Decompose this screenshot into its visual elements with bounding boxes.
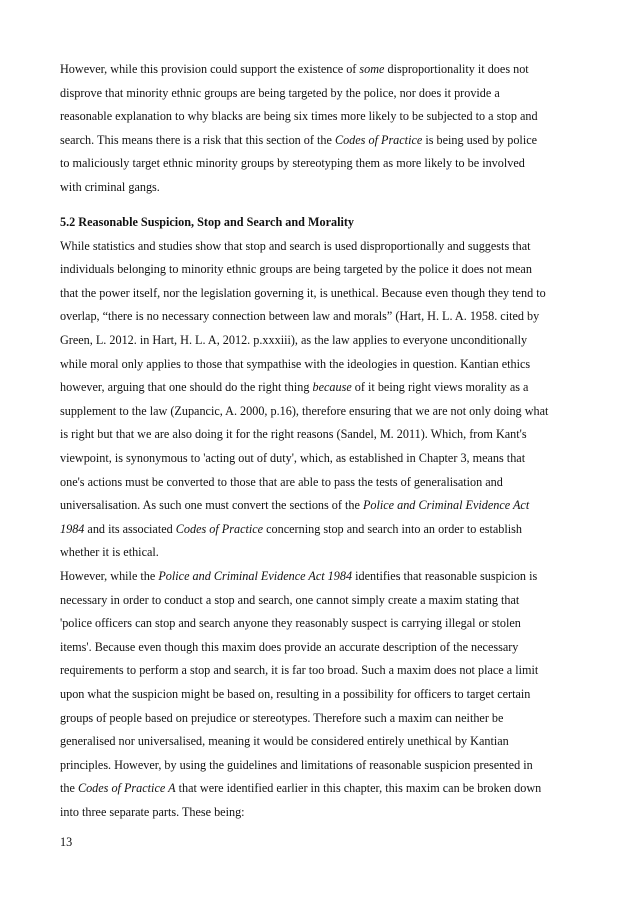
text-line bbox=[60, 781, 541, 795]
text-segment: with criminal gangs. bbox=[60, 180, 160, 194]
text-segment: While statistics and studies show that stop and search is used disproportionally and suggests that bbox=[60, 238, 531, 253]
text-segment: to maliciously target ethnic minority groups by stereotyping them as more likely to be involved bbox=[60, 156, 525, 171]
text-segment: necessary in order to conduct a stop and search, one cannot simply create a maxim stating that bbox=[60, 592, 520, 607]
text-line bbox=[60, 309, 539, 323]
text-segment: is being used by police bbox=[422, 132, 538, 147]
italic-text: Codes of Practice bbox=[334, 132, 423, 147]
text-line bbox=[60, 286, 546, 300]
section-heading: 5.2 Reasonable Suspicion, Stop and Search and Morality bbox=[60, 215, 355, 229]
text-segment: into three separate parts. These being: bbox=[60, 805, 245, 819]
text-segment: 'police officers can stop and search anyone they reasonably suspect is carrying illegal or stolen bbox=[60, 616, 521, 631]
text-line bbox=[60, 711, 503, 725]
text-line bbox=[60, 758, 533, 772]
text-segment: is right but that we are also doing it for the right reasons (Sandel, M. 2011). Which, from Kant's bbox=[60, 427, 527, 442]
text-segment: disproportionality it does not bbox=[384, 62, 529, 76]
text-line bbox=[60, 404, 548, 418]
italic-text: Codes of Practice A bbox=[77, 781, 176, 796]
text-segment: requirements to perform a stop and search, it is far too broad. Such a maxim does not place a limit bbox=[60, 663, 539, 678]
italic-text: 1984 bbox=[60, 521, 85, 536]
text-segment: disprove that minority ethnic groups are being targeted by the police, nor does it provide a bbox=[60, 85, 500, 100]
text-line bbox=[60, 62, 529, 76]
italic-text: Codes of Practice bbox=[175, 521, 264, 536]
text-line bbox=[60, 545, 159, 559]
text-segment: that the power itself, nor the legislation governing it, is unethical. Because even though they tend to bbox=[60, 285, 546, 300]
text-line bbox=[60, 593, 519, 607]
text-segment: whether it is ethical. bbox=[60, 545, 159, 560]
text-segment: that were identified earlier in this chapter, this maxim can be broken down bbox=[175, 781, 542, 796]
text-line bbox=[60, 333, 527, 347]
text-segment: however, arguing that one should do the right thing bbox=[60, 380, 313, 395]
italic-text: Police and Criminal Evidence Act bbox=[362, 498, 530, 513]
text-segment: However, while the bbox=[60, 569, 159, 583]
text-line bbox=[60, 640, 518, 654]
italic-text: because bbox=[312, 380, 352, 395]
text-line bbox=[60, 569, 537, 583]
text-segment: groups of people based on prejudice or stereotypes. Therefore such a maxim can neither be bbox=[60, 710, 504, 725]
text-segment: overlap, “there is no necessary connection between law and morals” (Hart, H. L. A. 1958. cited by bbox=[60, 309, 540, 324]
text-segment: one's actions must be converted to those that are able to pass the tests of generalisation and bbox=[60, 474, 503, 489]
text-segment: search. This means there is a risk that this section of the bbox=[60, 132, 335, 147]
text-line bbox=[60, 109, 538, 123]
text-line bbox=[60, 180, 160, 194]
text-segment: universalisation. As such one must convert the sections of the bbox=[60, 498, 363, 513]
text-line bbox=[60, 663, 538, 677]
text-segment: concerning stop and search into an order to establish bbox=[263, 521, 523, 536]
text-line bbox=[60, 522, 522, 536]
text-segment: individuals belonging to minority ethnic groups are being targeted by the police it does not mean bbox=[60, 262, 532, 277]
text-line bbox=[60, 616, 521, 630]
text-segment: viewpoint, is synonymous to 'acting out of duty', which, as established in Chapter 3, means that bbox=[60, 451, 526, 465]
italic-text: Police and Criminal Evidence Act 1984 bbox=[158, 569, 353, 583]
text-line bbox=[60, 687, 530, 701]
text-line bbox=[60, 262, 532, 276]
text-line bbox=[60, 805, 245, 819]
text-segment: generalised nor universalised, meaning it would be considered entirely unethical by Kantian bbox=[60, 734, 509, 749]
text-line bbox=[60, 156, 525, 170]
text-line bbox=[60, 475, 503, 489]
page-number: 13 bbox=[60, 835, 73, 849]
text-segment: reasonable explanation to why blacks are being six times more likely to be subjected to a stop and bbox=[60, 109, 538, 124]
text-line bbox=[60, 498, 529, 512]
text-segment: of it being right views morality as a bbox=[351, 380, 529, 395]
text-line bbox=[60, 734, 509, 748]
text-line bbox=[60, 427, 527, 441]
text-segment: principles. However, by using the guidelines and limitations of reasonable suspicion presented in bbox=[60, 757, 533, 772]
text-segment: However, while this provision could support the existence of bbox=[60, 62, 360, 76]
text-segment: Green, L. 2012. in Hart, H. L. A, 2012. p.xxxiii), as the law applies to everyone unconditionally bbox=[60, 333, 528, 347]
text-segment: upon what the suspicion might be based on, resulting in a possibility for officers to target certain bbox=[60, 687, 531, 701]
text-segment: items'. Because even though this maxim does provide an accurate description of the necessary bbox=[60, 639, 519, 654]
text-segment: and its associated bbox=[84, 521, 176, 536]
text-line bbox=[60, 451, 525, 465]
text-segment: identifies that reasonable suspicion is bbox=[352, 569, 538, 583]
text-line bbox=[60, 357, 530, 371]
text-line bbox=[60, 133, 537, 147]
text-line bbox=[60, 380, 528, 394]
text-line bbox=[60, 239, 531, 253]
text-line bbox=[60, 86, 500, 100]
text-segment: the bbox=[60, 781, 78, 796]
text-segment: supplement to the law (Zupancic, A. 2000, p.16), therefore ensuring that we are not only doing what bbox=[60, 403, 549, 418]
text-segment: while moral only applies to those that sympathise with the ideologies in question. Kantian ethics bbox=[60, 356, 531, 371]
italic-text: some bbox=[359, 62, 385, 76]
